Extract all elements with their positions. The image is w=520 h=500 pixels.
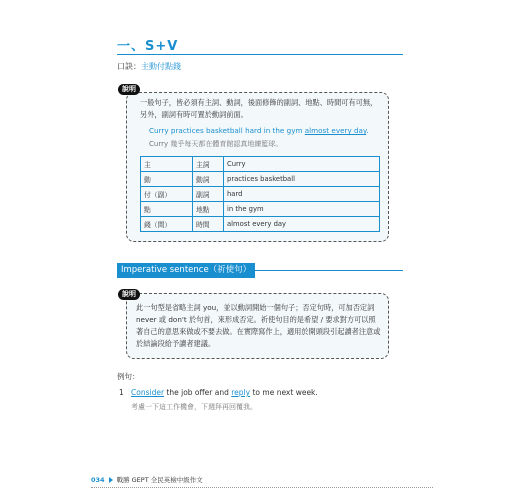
example-en-underlined: almost every day — [304, 126, 367, 135]
example-1-zh: 考慮一下這工作機會，下週拜再回覆我。 — [131, 403, 257, 411]
section-banner-rule — [246, 270, 403, 271]
section-heading: 一、S+V — [117, 39, 179, 54]
table-cell: almost every day — [224, 217, 380, 232]
example-1-en — [131, 388, 318, 397]
table-cell: 動 — [141, 172, 193, 187]
section-banner-imperative: Imperative sentence（祈使句） — [117, 263, 255, 278]
table-cell: 主詞 — [193, 157, 224, 172]
table-cell: hard — [224, 187, 380, 202]
example-keyword: reply — [231, 388, 251, 397]
table-cell: practices basketball — [224, 172, 380, 187]
example-sentence-zh: Curry 幾乎每天都在體育館認真地練籃球。 — [149, 140, 283, 148]
sentence-structure-table — [140, 156, 380, 232]
explanation-paragraph-1: 一般句子，皆必須有主詞、動詞，後面修飾的副詞、地點、時間可有可無，另外，副詞有時可置於動詞前面。 — [140, 98, 378, 119]
heading-rule — [117, 54, 403, 55]
examples-label: 例句： — [117, 372, 140, 381]
explanation-paragraph-2: 此一句型是省略主詞 you，並以動詞開始一個句子；否定句時，可加否定詞 never 或 don't 於句首，來形成否定。祈使句目的是希望 / 要求對方可以照著自己的意思來做或不要去做。在實際寫作上，適用於開頭段引起讀者注意或於結論段給予讀者建議。 — [136, 303, 381, 348]
table-cell: 錢（間） — [141, 217, 193, 232]
footer-rule — [91, 487, 433, 488]
table-row — [141, 157, 380, 172]
triangle-icon — [109, 477, 113, 483]
tip-label: 口訣： — [117, 62, 141, 71]
explanation-badge-2: 說明 — [118, 289, 140, 300]
book-title: 戰勝 GEPT 全民英檢中級作文 — [116, 476, 203, 484]
table-row — [141, 217, 380, 232]
example-text: to me next week. — [250, 388, 318, 397]
table-cell: 時間 — [193, 217, 224, 232]
example-number: 1 — [119, 388, 124, 397]
table-cell: 主 — [141, 157, 193, 172]
page-footer — [91, 475, 203, 484]
table-cell: in the gym — [224, 202, 380, 217]
example-keyword: Consider — [131, 388, 165, 397]
example-sentence-en — [149, 126, 368, 135]
page-number: 034 — [91, 475, 105, 484]
table-cell: 付（副） — [141, 187, 193, 202]
table-row — [141, 172, 380, 187]
table-cell: Curry — [224, 157, 380, 172]
example-en-prefix: Curry practices basketball hard in the gym — [149, 126, 305, 135]
explanation-badge-1: 說明 — [118, 84, 140, 95]
tip-value: 主動付點錢 — [141, 62, 181, 71]
example-en-suffix: . — [366, 126, 369, 135]
table-cell: 動詞 — [193, 172, 224, 187]
table-cell: 副詞 — [193, 187, 224, 202]
table-row — [141, 202, 380, 217]
table-cell: 地點 — [193, 202, 224, 217]
mnemonic-tip — [117, 61, 181, 72]
example-text: the job offer and — [164, 388, 232, 397]
table-cell: 點 — [141, 202, 193, 217]
table-row — [141, 187, 380, 202]
